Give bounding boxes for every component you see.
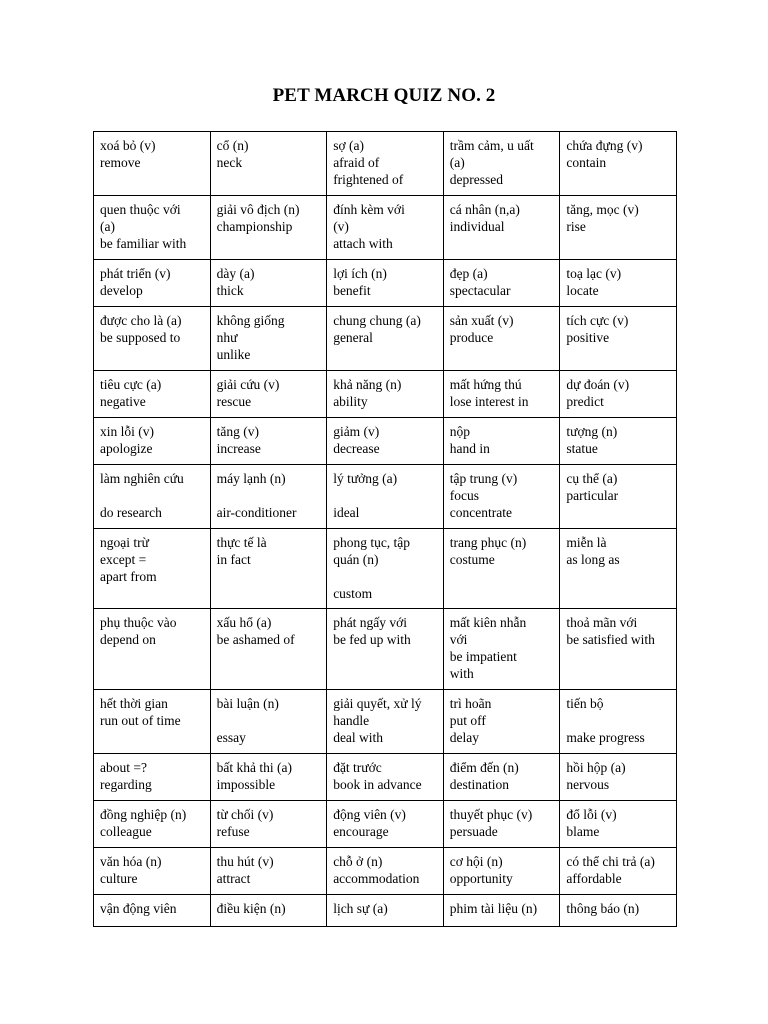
vocab-meaning: individual xyxy=(449,219,505,234)
vocab-term: phong tục, tập xyxy=(333,535,411,550)
table-cell xyxy=(443,895,560,927)
vocab-term: không giống xyxy=(216,313,285,328)
vocab-meaning: unlike xyxy=(216,347,251,362)
vocab-meaning: lose interest in xyxy=(449,394,529,409)
vocab-term: hết thời gian xyxy=(100,696,168,711)
table-row xyxy=(94,895,677,927)
vocab-term: đính kèm với xyxy=(333,202,405,217)
vocab-term: được cho là (a) xyxy=(100,313,182,328)
vocab-meaning: culture xyxy=(100,871,138,886)
vocab-term: miễn là xyxy=(566,535,607,550)
table-cell xyxy=(210,895,327,927)
vocab-term: bài luận (n) xyxy=(216,696,279,711)
vocab-meaning: predict xyxy=(566,394,604,409)
vocab-meaning: nervous xyxy=(566,777,610,792)
vocab-term: lợi ích (n) xyxy=(333,266,387,281)
vocab-term: cơ hội (n) xyxy=(449,854,503,869)
vocab-term: động viên (v) xyxy=(333,807,406,822)
vocab-meaning: refuse xyxy=(216,824,250,839)
page-title: PET MARCH QUIZ NO. 2 xyxy=(272,85,496,106)
vocab-meaning: neck xyxy=(216,155,243,170)
vocab-meaning: opportunity xyxy=(449,871,513,886)
table-cell xyxy=(210,690,327,754)
vocab-term: đồng nghiệp (n) xyxy=(100,807,187,822)
vocab-meaning: depressed xyxy=(449,172,504,187)
vocab-term: phát triển (v) xyxy=(100,266,171,281)
vocab-term: thuyết phục (v) xyxy=(449,807,533,822)
table-cell xyxy=(443,690,560,754)
vocab-term: dày (a) xyxy=(216,266,255,281)
table-cell xyxy=(443,418,560,465)
table-cell xyxy=(560,690,677,754)
vocab-term: tập trung (v) xyxy=(449,471,518,486)
vocab-meaning: thick xyxy=(216,283,244,298)
vocab-meaning: hand in xyxy=(449,441,490,456)
vocab-term: thực tế là xyxy=(216,535,267,550)
vocab-meaning: develop xyxy=(100,283,143,298)
table-cell xyxy=(327,418,444,465)
vocab-term: đẹp (a) xyxy=(449,266,488,281)
table-cell xyxy=(560,196,677,260)
vocab-meaning: benefit xyxy=(333,283,371,298)
vocab-term: giải quyết, xử lý xyxy=(333,696,422,711)
vocab-term: bất khả thi (a) xyxy=(216,760,292,775)
table-cell xyxy=(560,529,677,609)
table-cell xyxy=(210,260,327,307)
vocab-meaning: apart from xyxy=(100,569,157,584)
vocab-meaning: (a) xyxy=(449,155,465,170)
table-cell xyxy=(210,418,327,465)
vocab-term: giải vô địch (n) xyxy=(216,202,300,217)
table-cell xyxy=(560,848,677,895)
vocab-meaning: increase xyxy=(216,441,261,456)
vocab-meaning: book in advance xyxy=(333,777,422,792)
vocab-term: giải cứu (v) xyxy=(216,377,280,392)
vocab-term: vận động viên xyxy=(100,901,177,916)
vocab-term: cá nhân (n,a) xyxy=(449,202,520,217)
vocab-meaning: như xyxy=(216,330,238,345)
vocab-meaning: attract xyxy=(216,871,251,886)
vocab-meaning: attach with xyxy=(333,236,393,251)
table-row xyxy=(94,609,677,690)
vocab-meaning: quán (n) xyxy=(333,552,379,567)
vocab-meaning: produce xyxy=(449,330,494,345)
table-cell xyxy=(94,465,211,529)
vocab-term: chỗ ở (n) xyxy=(333,854,383,869)
vocab-term: nộp xyxy=(449,424,471,439)
vocab-term: phụ thuộc vào xyxy=(100,615,177,630)
vocab-meaning: with xyxy=(449,666,474,681)
table-cell xyxy=(210,609,327,690)
table-cell xyxy=(94,307,211,371)
vocab-term: trầm cảm, u uất xyxy=(449,138,534,153)
cell-blank-line xyxy=(217,712,322,729)
vocab-meaning: run out of time xyxy=(100,713,181,728)
vocab-meaning: (a) xyxy=(100,219,115,234)
table-cell xyxy=(443,754,560,801)
table-cell xyxy=(560,307,677,371)
vocab-meaning: be fed up with xyxy=(333,632,411,647)
vocab-meaning: in fact xyxy=(216,552,251,567)
cell-blank-line xyxy=(333,568,438,585)
table-cell xyxy=(443,609,560,690)
vocab-meaning: (v) xyxy=(333,219,349,234)
vocab-meaning: apologize xyxy=(100,441,153,456)
vocab-meaning: depend on xyxy=(100,632,156,647)
table-cell xyxy=(327,754,444,801)
vocab-meaning: be ashamed of xyxy=(216,632,295,647)
vocab-term: đặt trước xyxy=(333,760,382,775)
table-cell xyxy=(94,848,211,895)
vocab-term: sợ (a) xyxy=(333,138,364,153)
table-cell xyxy=(327,895,444,927)
vocab-term: văn hóa (n) xyxy=(100,854,162,869)
table-cell xyxy=(210,754,327,801)
table-cell xyxy=(94,371,211,418)
vocab-term: about =? xyxy=(100,760,147,775)
vocab-term: phát ngấy với xyxy=(333,615,408,630)
table-row xyxy=(94,418,677,465)
vocab-meaning: locate xyxy=(566,283,599,298)
table-cell xyxy=(327,371,444,418)
vocabulary-table xyxy=(93,131,677,927)
vocab-term: quen thuộc với xyxy=(100,202,181,217)
table-cell xyxy=(560,132,677,196)
vocab-meaning: championship xyxy=(216,219,293,234)
table-cell xyxy=(94,801,211,848)
vocab-term: lịch sự (a) xyxy=(333,901,388,916)
vocab-meaning: particular xyxy=(566,488,619,503)
vocab-term: cụ thể (a) xyxy=(566,471,618,486)
table-cell xyxy=(560,371,677,418)
vocab-term: làm nghiên cứu xyxy=(100,471,184,486)
table-cell xyxy=(560,260,677,307)
table-row xyxy=(94,465,677,529)
vocab-meaning: persuade xyxy=(449,824,498,839)
vocab-term: dự đoán (v) xyxy=(566,377,630,392)
vocab-meaning: be supposed to xyxy=(100,330,181,345)
table-row xyxy=(94,754,677,801)
table-cell xyxy=(560,609,677,690)
table-cell xyxy=(94,690,211,754)
table-cell xyxy=(210,848,327,895)
vocab-meaning: except = xyxy=(100,552,147,567)
table-cell xyxy=(327,307,444,371)
vocab-meaning: be familiar with xyxy=(100,236,187,251)
vocab-term: xấu hổ (a) xyxy=(216,615,272,630)
vocab-meaning: essay xyxy=(216,730,246,745)
table-cell xyxy=(94,609,211,690)
table-cell xyxy=(210,801,327,848)
vocab-meaning: be impatient xyxy=(449,649,517,664)
cell-blank-line xyxy=(566,712,671,729)
vocab-term: khả năng (n) xyxy=(333,377,402,392)
table-cell xyxy=(560,418,677,465)
cell-blank-line xyxy=(333,487,438,504)
vocab-term: thông báo (n) xyxy=(566,901,640,916)
table-cell xyxy=(443,529,560,609)
vocab-term: thoả mãn với xyxy=(566,615,638,630)
table-cell xyxy=(443,196,560,260)
vocab-meaning: affordable xyxy=(566,871,622,886)
table-cell xyxy=(210,465,327,529)
table-cell xyxy=(560,895,677,927)
table-cell xyxy=(443,307,560,371)
vocab-meaning: contain xyxy=(566,155,607,170)
vocab-meaning: blame xyxy=(566,824,600,839)
vocab-meaning: spectacular xyxy=(449,283,511,298)
vocab-meaning: remove xyxy=(100,155,141,170)
vocab-meaning: regarding xyxy=(100,777,152,792)
vocab-term: xin lỗi (v) xyxy=(100,424,154,439)
vocab-meaning: ability xyxy=(333,394,368,409)
table-cell xyxy=(443,260,560,307)
vocab-term: thu hút (v) xyxy=(216,854,274,869)
vocab-term: sản xuất (v) xyxy=(449,313,514,328)
table-cell xyxy=(560,801,677,848)
table-cell xyxy=(94,529,211,609)
vocab-term: máy lạnh (n) xyxy=(216,471,286,486)
vocabulary-table-body xyxy=(94,132,677,927)
vocab-term: chung chung (a) xyxy=(333,313,421,328)
vocab-term: trang phục (n) xyxy=(449,535,527,550)
vocab-term: điều kiện (n) xyxy=(216,901,286,916)
table-cell xyxy=(443,801,560,848)
table-cell xyxy=(94,754,211,801)
vocab-term: phim tài liệu (n) xyxy=(449,901,538,916)
vocab-meaning: delay xyxy=(449,730,480,745)
table-cell xyxy=(210,196,327,260)
table-row xyxy=(94,371,677,418)
vocab-meaning: as long as xyxy=(566,552,620,567)
vocab-meaning: rise xyxy=(566,219,586,234)
table-row xyxy=(94,307,677,371)
vocab-term: lý tưởng (a) xyxy=(333,471,398,486)
vocab-meaning: focus xyxy=(449,488,480,503)
table-cell xyxy=(327,260,444,307)
cell-blank-line xyxy=(100,487,205,504)
vocab-term: tăng, mọc (v) xyxy=(566,202,639,217)
table-cell xyxy=(560,465,677,529)
vocab-term: ngoại trừ xyxy=(100,535,149,550)
vocab-meaning: costume xyxy=(449,552,495,567)
table-cell xyxy=(327,690,444,754)
cell-blank-line xyxy=(217,487,322,504)
vocab-term: trì hoãn xyxy=(449,696,492,711)
vocab-meaning: decrease xyxy=(333,441,380,456)
vocab-meaning: do research xyxy=(100,505,162,520)
vocab-meaning: negative xyxy=(100,394,146,409)
table-row xyxy=(94,529,677,609)
vocab-meaning: rescue xyxy=(216,394,252,409)
vocab-term: hồi hộp (a) xyxy=(566,760,626,775)
vocab-term: xoá bỏ (v) xyxy=(100,138,156,153)
table-cell xyxy=(327,196,444,260)
vocab-term: mất kiên nhẫn xyxy=(449,615,527,630)
table-cell xyxy=(443,848,560,895)
vocab-meaning: frightened of xyxy=(333,172,404,187)
table-cell xyxy=(94,260,211,307)
vocab-meaning: concentrate xyxy=(449,505,512,520)
table-cell xyxy=(327,609,444,690)
vocab-term: giảm (v) xyxy=(333,424,380,439)
table-cell xyxy=(327,465,444,529)
table-cell xyxy=(210,371,327,418)
vocab-term: đổ lỗi (v) xyxy=(566,807,617,822)
vocab-meaning: deal with xyxy=(333,730,384,745)
vocab-meaning: air-conditioner xyxy=(216,505,297,520)
vocab-term: tượng (n) xyxy=(566,424,618,439)
vocab-term: toạ lạc (v) xyxy=(566,266,622,281)
table-cell xyxy=(443,132,560,196)
table-row xyxy=(94,132,677,196)
table-cell xyxy=(443,371,560,418)
vocab-term: điểm đến (n) xyxy=(449,760,519,775)
table-cell xyxy=(560,754,677,801)
table-cell xyxy=(327,132,444,196)
vocab-meaning: statue xyxy=(566,441,598,456)
table-cell xyxy=(210,529,327,609)
table-cell xyxy=(327,529,444,609)
vocab-meaning: custom xyxy=(333,586,373,601)
vocab-term: có thể chi trả (a) xyxy=(566,854,655,869)
vocab-meaning: destination xyxy=(449,777,510,792)
vocab-meaning: colleague xyxy=(100,824,152,839)
vocab-term: tiến bộ xyxy=(566,696,604,711)
vocab-meaning: make progress xyxy=(566,730,645,745)
vocab-meaning: put off xyxy=(449,713,486,728)
table-cell xyxy=(327,801,444,848)
table-cell xyxy=(94,418,211,465)
table-cell xyxy=(94,196,211,260)
table-cell xyxy=(327,848,444,895)
table-cell xyxy=(443,465,560,529)
vocab-term: tiêu cực (a) xyxy=(100,377,162,392)
table-row xyxy=(94,690,677,754)
vocab-meaning: accommodation xyxy=(333,871,420,886)
vocab-term: chứa đựng (v) xyxy=(566,138,643,153)
table-cell xyxy=(94,132,211,196)
vocab-meaning: ideal xyxy=(333,505,360,520)
vocab-meaning: handle xyxy=(333,713,370,728)
vocab-term: cổ (n) xyxy=(216,138,249,153)
table-cell xyxy=(94,895,211,927)
vocab-meaning: afraid of xyxy=(333,155,380,170)
vocab-term: tăng (v) xyxy=(216,424,259,439)
table-row xyxy=(94,801,677,848)
vocab-meaning: be satisfied with xyxy=(566,632,655,647)
vocab-meaning: encourage xyxy=(333,824,389,839)
table-cell xyxy=(210,132,327,196)
vocab-term: mất hứng thú xyxy=(449,377,522,392)
table-row xyxy=(94,196,677,260)
vocab-meaning: impossible xyxy=(216,777,276,792)
vocab-meaning: positive xyxy=(566,330,610,345)
vocab-term: từ chối (v) xyxy=(216,807,274,822)
vocab-meaning: general xyxy=(333,330,373,345)
table-cell xyxy=(210,307,327,371)
vocab-term: tích cực (v) xyxy=(566,313,629,328)
vocab-meaning: với xyxy=(449,632,468,647)
table-row xyxy=(94,848,677,895)
table-row xyxy=(94,260,677,307)
